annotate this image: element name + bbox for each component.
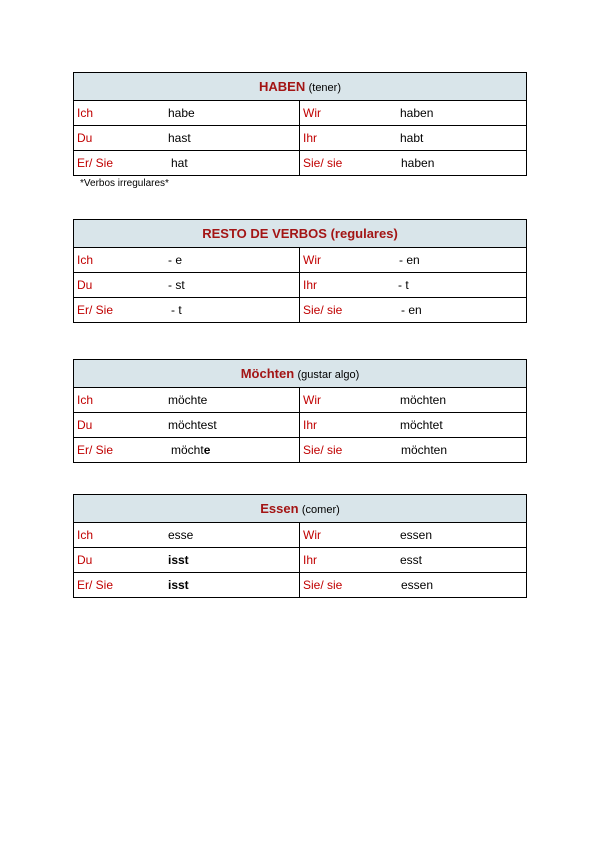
- verb-form: isst: [168, 578, 189, 592]
- verb-form: isst: [168, 553, 189, 567]
- table-row: [74, 273, 527, 298]
- table-subtitle: (comer): [301, 504, 340, 516]
- pronoun: Sie/ sie: [303, 303, 343, 317]
- pronoun: Wir: [303, 393, 321, 407]
- pronoun: Wir: [303, 528, 321, 542]
- verb-form: - e: [168, 253, 183, 267]
- pronoun: Wir: [303, 253, 321, 267]
- pronoun: Du: [77, 553, 93, 567]
- pronoun: Er/ Sie: [77, 156, 114, 170]
- pronoun: Sie/ sie: [303, 443, 343, 457]
- table-row: [74, 548, 527, 573]
- pronoun: Ich: [77, 393, 94, 407]
- pronoun: Er/ Sie: [77, 443, 114, 457]
- verb-form: essen: [401, 578, 434, 592]
- pronoun: Ihr: [303, 131, 318, 145]
- verb-form: esst: [400, 553, 423, 567]
- pronoun: Ich: [77, 528, 94, 542]
- table-row: [74, 573, 527, 598]
- verb-form: haben: [400, 106, 434, 120]
- verb-form: esse: [168, 528, 194, 542]
- verb-form: möchtest: [168, 418, 217, 432]
- pronoun: Ich: [77, 253, 94, 267]
- table-row: [74, 438, 527, 463]
- pronoun: Er/ Sie: [77, 303, 114, 317]
- verb-ending: e: [203, 443, 211, 457]
- pronoun: Er/ Sie: [77, 578, 114, 592]
- verb-form: [171, 443, 210, 457]
- irregular-note: *Verbos irregulares*: [80, 178, 169, 189]
- table-row: [74, 126, 527, 151]
- table-header: [74, 73, 527, 101]
- pronoun: Ihr: [303, 278, 318, 292]
- table-header: [74, 360, 527, 388]
- verb-form: habe: [168, 106, 195, 120]
- table-row: [74, 413, 527, 438]
- haben-table: [73, 72, 527, 176]
- verb-form: möchte: [168, 393, 208, 407]
- table-title: Möchten: [240, 366, 295, 381]
- table-row: [74, 248, 527, 273]
- table-row: [74, 101, 527, 126]
- table-title: Essen: [260, 501, 299, 516]
- verb-form: möchtet: [400, 418, 443, 432]
- verb-form: - st: [168, 278, 185, 292]
- verb-form: essen: [400, 528, 433, 542]
- regular-verbs-table: [73, 219, 527, 323]
- table-row: [74, 298, 527, 323]
- verb-form: - en: [401, 303, 422, 317]
- pronoun: Wir: [303, 106, 321, 120]
- table-row: [74, 523, 527, 548]
- verb-form: hast: [168, 131, 191, 145]
- pronoun: Du: [77, 131, 93, 145]
- pronoun: Ihr: [303, 553, 318, 567]
- table-subtitle: (tener): [308, 82, 341, 94]
- table-row: [74, 388, 527, 413]
- moechten-table: [73, 359, 527, 463]
- table-title: HABEN: [259, 79, 306, 94]
- verb-form: - t: [171, 303, 182, 317]
- verb-form: habt: [400, 131, 424, 145]
- verb-form: haben: [401, 156, 435, 170]
- verb-stem: möcht: [171, 443, 204, 457]
- pronoun: Sie/ sie: [303, 156, 343, 170]
- pronoun: Du: [77, 278, 93, 292]
- table-header: [74, 495, 527, 523]
- essen-table: [73, 494, 527, 598]
- table-header: [74, 220, 527, 248]
- verb-form: möchten: [401, 443, 448, 457]
- table-row: [74, 151, 527, 176]
- pronoun: Ihr: [303, 418, 318, 432]
- verb-form: möchten: [400, 393, 447, 407]
- verb-form: hat: [171, 156, 188, 170]
- verb-form: - t: [398, 278, 409, 292]
- pronoun: Ich: [77, 106, 94, 120]
- verb-form: - en: [399, 253, 420, 267]
- pronoun: Sie/ sie: [303, 578, 343, 592]
- table-subtitle: (gustar algo): [297, 369, 360, 381]
- pronoun: Du: [77, 418, 93, 432]
- table-title: RESTO DE VERBOS (regulares): [202, 226, 398, 241]
